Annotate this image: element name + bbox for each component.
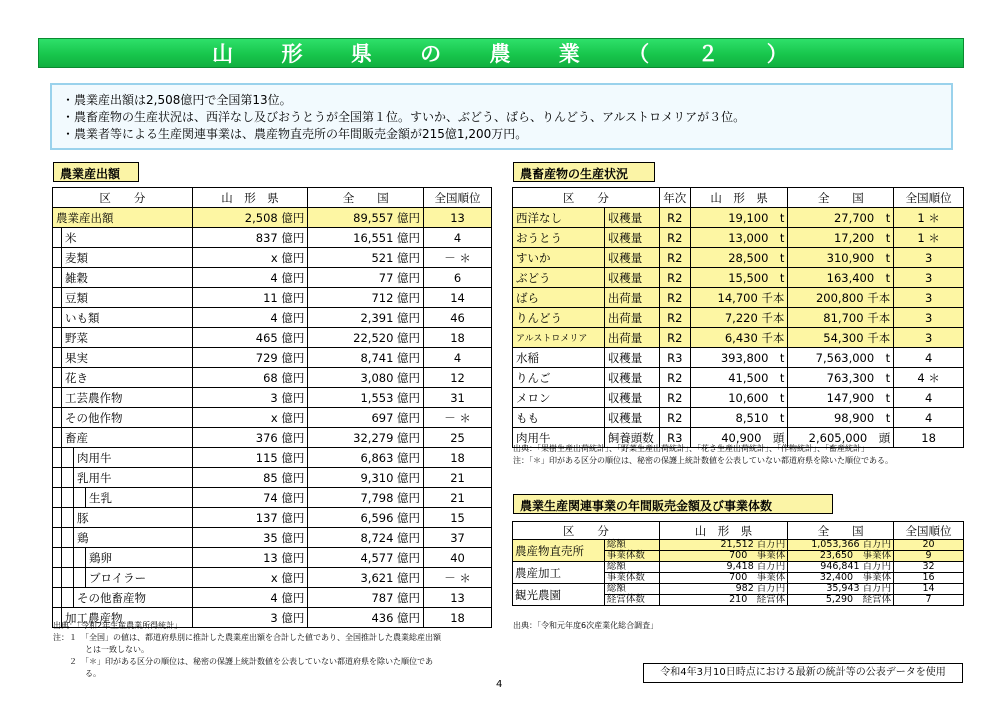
table-row <box>513 328 964 348</box>
category-label: 麦類 <box>65 251 88 265</box>
col-header: 山 形 県 <box>192 188 308 208</box>
year-cell: R2 <box>659 368 690 388</box>
rank-value: 16 <box>894 573 964 584</box>
category-label: 肉用牛 <box>77 451 112 465</box>
national-value: 32,400 事業体 <box>788 573 894 584</box>
category-cell <box>53 288 193 308</box>
category-label: 雑穀 <box>65 271 88 285</box>
category-cell <box>53 508 193 528</box>
national-value: 32,279 億円 <box>308 428 424 448</box>
table-row <box>53 448 492 468</box>
table-row <box>53 368 492 388</box>
measure-type: 収穫量 <box>604 368 659 388</box>
year-cell: R2 <box>659 248 690 268</box>
national-value: 147,900 t <box>788 388 894 408</box>
rank-value: 4 ＊ <box>894 368 964 388</box>
table-row <box>53 588 492 608</box>
output-table <box>52 187 492 628</box>
pref-value: 10,600 t <box>690 388 788 408</box>
rank-value: 14 <box>894 584 964 595</box>
rank-value: 3 <box>894 328 964 348</box>
pref-value: x 億円 <box>192 568 308 588</box>
measure-type: 経営体数 <box>604 595 659 606</box>
category-label: 加工農産物 <box>65 611 123 625</box>
national-value: 787 億円 <box>308 588 424 608</box>
pref-value: 700 事業体 <box>659 573 788 584</box>
category-label: 鶏 <box>77 531 89 545</box>
national-value: 946,841 百万円 <box>788 562 894 573</box>
table-row <box>53 488 492 508</box>
item-cell: 水稲 <box>513 348 605 368</box>
item-cell: りんご <box>513 368 605 388</box>
category-label: その他畜産物 <box>77 591 146 605</box>
table-row <box>513 348 964 368</box>
category-cell <box>53 228 193 248</box>
item-cell: すいか <box>513 248 605 268</box>
table-row <box>513 268 964 288</box>
national-value: 8,724 億円 <box>308 528 424 548</box>
national-value: 763,300 t <box>788 368 894 388</box>
pref-value: 700 事業体 <box>659 551 788 562</box>
item-cell: メロン <box>513 388 605 408</box>
category-cell <box>53 408 193 428</box>
pref-value: 4 億円 <box>192 308 308 328</box>
category-cell <box>53 568 193 588</box>
pref-value: 837 億円 <box>192 228 308 248</box>
note-line: 出典：「令和2年生産農業所得統計」 <box>53 621 183 630</box>
col-header: 全 国 <box>788 188 894 208</box>
national-value: 98,900 t <box>788 408 894 428</box>
measure-type: 出荷量 <box>604 288 659 308</box>
national-value: 9,310 億円 <box>308 468 424 488</box>
year-cell: R2 <box>659 308 690 328</box>
title-char: 県 <box>350 42 374 66</box>
measure-type: 事業体数 <box>604 551 659 562</box>
national-value: 7,563,000 t <box>788 348 894 368</box>
item-cell: 肉用牛 <box>513 428 605 448</box>
rank-value: 13 <box>424 588 492 608</box>
rank-value: 18 <box>424 328 492 348</box>
note-line: る。 <box>53 669 101 678</box>
table-row <box>53 208 492 228</box>
pref-value: 465 億円 <box>192 328 308 348</box>
col-header: 年次 <box>659 188 690 208</box>
rank-value: 21 <box>424 468 492 488</box>
rank-value: 32 <box>894 562 964 573</box>
national-value: 35,943 百万円 <box>788 584 894 595</box>
year-cell: R2 <box>659 408 690 428</box>
table-row <box>53 248 492 268</box>
col-header: 全 国 <box>308 188 424 208</box>
pref-value: 21,512 百万円 <box>659 540 788 551</box>
item-cell: アルストロメリア <box>513 328 605 348</box>
rank-value: 4 <box>894 388 964 408</box>
national-value: 310,900 t <box>788 248 894 268</box>
rank-value: 15 <box>424 508 492 528</box>
item-cell: 西洋なし <box>513 208 605 228</box>
national-value: 6,596 億円 <box>308 508 424 528</box>
title-char: ） <box>766 42 790 66</box>
category-label: 果実 <box>65 351 88 365</box>
measure-type: 収穫量 <box>604 208 659 228</box>
title-char: 業 <box>558 42 582 66</box>
rank-value: 12 <box>424 368 492 388</box>
year-cell: R2 <box>659 328 690 348</box>
rank-value: 3 <box>894 268 964 288</box>
rank-value: 18 <box>424 448 492 468</box>
pref-value: 7,220 千本 <box>690 308 788 328</box>
national-value: 16,551 億円 <box>308 228 424 248</box>
pref-value: 14,700 千本 <box>690 288 788 308</box>
category-label: 野菜 <box>65 331 88 345</box>
year-cell: R2 <box>659 268 690 288</box>
category-label: ブロイラー <box>89 571 147 585</box>
measure-type: 総額 <box>604 540 659 551</box>
rank-value: 13 <box>424 208 492 228</box>
table-row <box>53 568 492 588</box>
title-char: の <box>420 42 444 66</box>
category-cell <box>53 388 193 408</box>
pref-value: 982 百万円 <box>659 584 788 595</box>
measure-type: 収穫量 <box>604 248 659 268</box>
table-row <box>53 228 492 248</box>
national-value: 163,400 t <box>788 268 894 288</box>
rank-value: 21 <box>424 488 492 508</box>
rank-value: 46 <box>424 308 492 328</box>
summary-line: ・農畜産物の生産状況は、西洋なし及びおうとうが全国第１位。すいか、ぶどう、ばら、りんどう、アルストロメリアが３位。 <box>62 110 746 124</box>
national-value: 521 億円 <box>308 248 424 268</box>
rank-value: 14 <box>424 288 492 308</box>
pref-value: 729 億円 <box>192 348 308 368</box>
national-value: 3,621 億円 <box>308 568 424 588</box>
year-cell: R2 <box>659 208 690 228</box>
col-header: 区 分 <box>513 188 660 208</box>
pref-value: 15,500 t <box>690 268 788 288</box>
rank-value: 7 <box>894 595 964 606</box>
measure-type: 収穫量 <box>604 228 659 248</box>
col-header: 区 分 <box>53 188 193 208</box>
national-value: 81,700 千本 <box>788 308 894 328</box>
table-row <box>513 388 964 408</box>
table-row <box>53 288 492 308</box>
rank-value: 4 <box>894 348 964 368</box>
category-cell <box>53 488 193 508</box>
col-header: 全 国 <box>788 522 894 540</box>
measure-type: 出荷量 <box>604 328 659 348</box>
category-label: 豆類 <box>65 291 88 305</box>
rank-value: 3 <box>894 248 964 268</box>
rank-value: 9 <box>894 551 964 562</box>
item-cell: ばら <box>513 288 605 308</box>
pref-value: 13 億円 <box>192 548 308 568</box>
year-cell: R3 <box>659 348 690 368</box>
category-label: 生乳 <box>89 491 112 505</box>
col-header: 山 形 県 <box>659 522 788 540</box>
col-header: 山 形 県 <box>690 188 788 208</box>
table-row <box>53 268 492 288</box>
note-line: ２ 「＊」印がある区分の順位は、秘密の保護上統計数値を公表していない都道府県を除いた順位であ <box>53 657 433 666</box>
national-value: 77 億円 <box>308 268 424 288</box>
table-row <box>53 528 492 548</box>
national-value: 89,557 億円 <box>308 208 424 228</box>
rank-value: 6 <box>424 268 492 288</box>
col-header: 区 分 <box>513 522 660 540</box>
national-value: 17,200 t <box>788 228 894 248</box>
table-row <box>53 428 492 448</box>
national-value: 22,520 億円 <box>308 328 424 348</box>
category-cell <box>53 348 193 368</box>
table-row <box>53 468 492 488</box>
pref-value: 41,500 t <box>690 368 788 388</box>
rank-value: 1 ＊ <box>894 208 964 228</box>
pref-value: x 億円 <box>192 408 308 428</box>
title-char: 山 <box>212 42 236 66</box>
table-row <box>53 328 492 348</box>
category-label: 米 <box>65 231 77 245</box>
pref-value: 85 億円 <box>192 468 308 488</box>
rank-value: 1 ＊ <box>894 228 964 248</box>
national-value: 1,553 億円 <box>308 388 424 408</box>
rank-value: 31 <box>424 388 492 408</box>
title-char: 農 <box>489 42 513 66</box>
title-char: （ <box>628 42 652 66</box>
title-char: ２ <box>697 42 721 66</box>
measure-type: 総額 <box>604 584 659 595</box>
measure-type: 収穫量 <box>604 408 659 428</box>
table-row <box>53 348 492 368</box>
category-cell <box>53 268 193 288</box>
pref-value: 68 億円 <box>192 368 308 388</box>
summary-line: ・農業者等による生産関連事業は、農産物直売所の年間販売金額が215億1,200万円。 <box>62 127 528 141</box>
table-row <box>513 562 964 573</box>
summary-line: ・農業産出額は2,508億円で全国第13位。 <box>62 93 292 107</box>
measure-type: 収穫量 <box>604 348 659 368</box>
national-value: 6,863 億円 <box>308 448 424 468</box>
footer-note: 令和4年3月10日時点における最新の統計等の公表データを使用 <box>643 663 963 683</box>
national-value: 27,700 t <box>788 208 894 228</box>
table-row <box>513 228 964 248</box>
col-header: 全国順位 <box>894 522 964 540</box>
table-row <box>513 368 964 388</box>
pref-value: 376 億円 <box>192 428 308 448</box>
page-title <box>38 38 964 68</box>
category-cell <box>53 468 193 488</box>
item-cell: りんどう <box>513 308 605 328</box>
table-row <box>53 308 492 328</box>
production-table <box>512 187 964 448</box>
pref-value: 137 億円 <box>192 508 308 528</box>
year-cell: R2 <box>659 388 690 408</box>
table-row <box>53 388 492 408</box>
related-business-table <box>512 521 964 606</box>
pref-value: 74 億円 <box>192 488 308 508</box>
item-cell: おうとう <box>513 228 605 248</box>
category-label: いも類 <box>65 311 100 325</box>
pref-value: 3 億円 <box>192 608 308 628</box>
rank-value: 3 <box>894 308 964 328</box>
item-cell: もも <box>513 408 605 428</box>
summary-box <box>50 83 953 150</box>
year-cell: R3 <box>659 428 690 448</box>
national-value: 3,080 億円 <box>308 368 424 388</box>
category-label: 花き <box>65 371 88 385</box>
pref-value: 3 億円 <box>192 388 308 408</box>
measure-type: 事業体数 <box>604 573 659 584</box>
rank-value: － ＊ <box>424 568 492 588</box>
rank-value: 18 <box>424 608 492 628</box>
section-heading-output: 農業産出額 <box>53 162 139 182</box>
section-heading-production: 農畜産物の生産状況 <box>513 162 655 182</box>
category-cell <box>53 428 193 448</box>
note-line: 注：「＊」印がある区分の順位は、秘密の保護上統計数値を公表していない都道府県を除いた順位である。 <box>513 456 893 465</box>
category-cell <box>53 528 193 548</box>
category-label: 工芸農作物 <box>65 391 123 405</box>
table-row <box>53 548 492 568</box>
table-row <box>513 308 964 328</box>
table-row <box>513 540 964 551</box>
rank-value: 18 <box>894 428 964 448</box>
pref-value: 210 経営体 <box>659 595 788 606</box>
category-label: 畜産 <box>65 431 88 445</box>
year-cell: R2 <box>659 288 690 308</box>
production-notes <box>513 443 893 467</box>
year-cell: R2 <box>659 228 690 248</box>
measure-type: 収穫量 <box>604 388 659 408</box>
category-label: 農業産出額 <box>56 211 114 225</box>
section-heading-related: 農業生産関連事業の年間販売金額及び事業体数 <box>513 494 833 514</box>
measure-type: 収穫量 <box>604 268 659 288</box>
category-cell <box>53 328 193 348</box>
title-char: 形 <box>281 42 305 66</box>
rank-value: 4 <box>894 408 964 428</box>
national-value: 200,800 千本 <box>788 288 894 308</box>
rank-value: 3 <box>894 288 964 308</box>
rank-value: 37 <box>424 528 492 548</box>
pref-value: 4 億円 <box>192 588 308 608</box>
national-value: 5,290 経営体 <box>788 595 894 606</box>
col-header: 全国順位 <box>424 188 492 208</box>
rank-value: － ＊ <box>424 248 492 268</box>
category-cell <box>53 448 193 468</box>
category-cell <box>53 308 193 328</box>
category-cell <box>53 368 193 388</box>
national-value: 1,053,366 百万円 <box>788 540 894 551</box>
pref-value: 9,418 百万円 <box>659 562 788 573</box>
category-cell <box>53 588 193 608</box>
national-value: 2,605,000 頭 <box>788 428 894 448</box>
table-row <box>513 408 964 428</box>
national-value: 7,798 億円 <box>308 488 424 508</box>
rank-value: 4 <box>424 348 492 368</box>
group-name: 観光農園 <box>513 584 605 606</box>
table-row <box>513 288 964 308</box>
pref-value: 8,510 t <box>690 408 788 428</box>
pref-value: 393,800 t <box>690 348 788 368</box>
table-row <box>513 584 964 595</box>
category-cell <box>53 248 193 268</box>
rank-value: 4 <box>424 228 492 248</box>
pref-value: 11 億円 <box>192 288 308 308</box>
category-label: その他作物 <box>65 411 123 425</box>
national-value: 436 億円 <box>308 608 424 628</box>
measure-type: 総額 <box>604 562 659 573</box>
pref-value: 40,900 頭 <box>690 428 788 448</box>
col-header: 全国順位 <box>894 188 964 208</box>
category-label: 豚 <box>77 511 89 525</box>
item-cell: ぶどう <box>513 268 605 288</box>
pref-value: 2,508 億円 <box>192 208 308 228</box>
pref-value: 28,500 t <box>690 248 788 268</box>
national-value: 4,577 億円 <box>308 548 424 568</box>
table-row <box>513 248 964 268</box>
table-row <box>53 508 492 528</box>
pref-value: x 億円 <box>192 248 308 268</box>
note-line: 出典：「果樹生産出荷統計」、「野菜生産出荷統計」、「花き生産出荷統計」、「作物統計」、「畜産統計」 <box>513 444 869 453</box>
category-cell <box>53 548 193 568</box>
note-line: とは一致しない。 <box>53 645 149 654</box>
output-notes <box>53 620 441 680</box>
pref-value: 35 億円 <box>192 528 308 548</box>
table-row <box>513 208 964 228</box>
category-label: 乳用牛 <box>77 471 112 485</box>
note-line: 注：１ 「全国」の値は、都道府県別に推計した農業産出額を合計した値であり、全国推計した農業総産出額 <box>53 633 441 642</box>
rank-value: 25 <box>424 428 492 448</box>
pref-value: 6,430 千本 <box>690 328 788 348</box>
category-label: 鶏卵 <box>89 551 112 565</box>
national-value: 712 億円 <box>308 288 424 308</box>
national-value: 23,650 事業体 <box>788 551 894 562</box>
related-note: 出典：「令和元年度6次産業化総合調査」 <box>513 621 659 630</box>
national-value: 697 億円 <box>308 408 424 428</box>
measure-type: 飼養頭数 <box>604 428 659 448</box>
rank-value: 20 <box>894 540 964 551</box>
pref-value: 19,100 t <box>690 208 788 228</box>
table-row <box>53 408 492 428</box>
rank-value: 40 <box>424 548 492 568</box>
group-name: 農産加工 <box>513 562 605 584</box>
national-value: 2,391 億円 <box>308 308 424 328</box>
pref-value: 4 億円 <box>192 268 308 288</box>
category-cell <box>53 208 193 228</box>
measure-type: 出荷量 <box>604 308 659 328</box>
rank-value: － ＊ <box>424 408 492 428</box>
national-value: 54,300 千本 <box>788 328 894 348</box>
pref-value: 13,000 t <box>690 228 788 248</box>
group-name: 農産物直売所 <box>513 540 605 562</box>
pref-value: 115 億円 <box>192 448 308 468</box>
national-value: 8,741 億円 <box>308 348 424 368</box>
page-number: 4 <box>496 679 503 690</box>
